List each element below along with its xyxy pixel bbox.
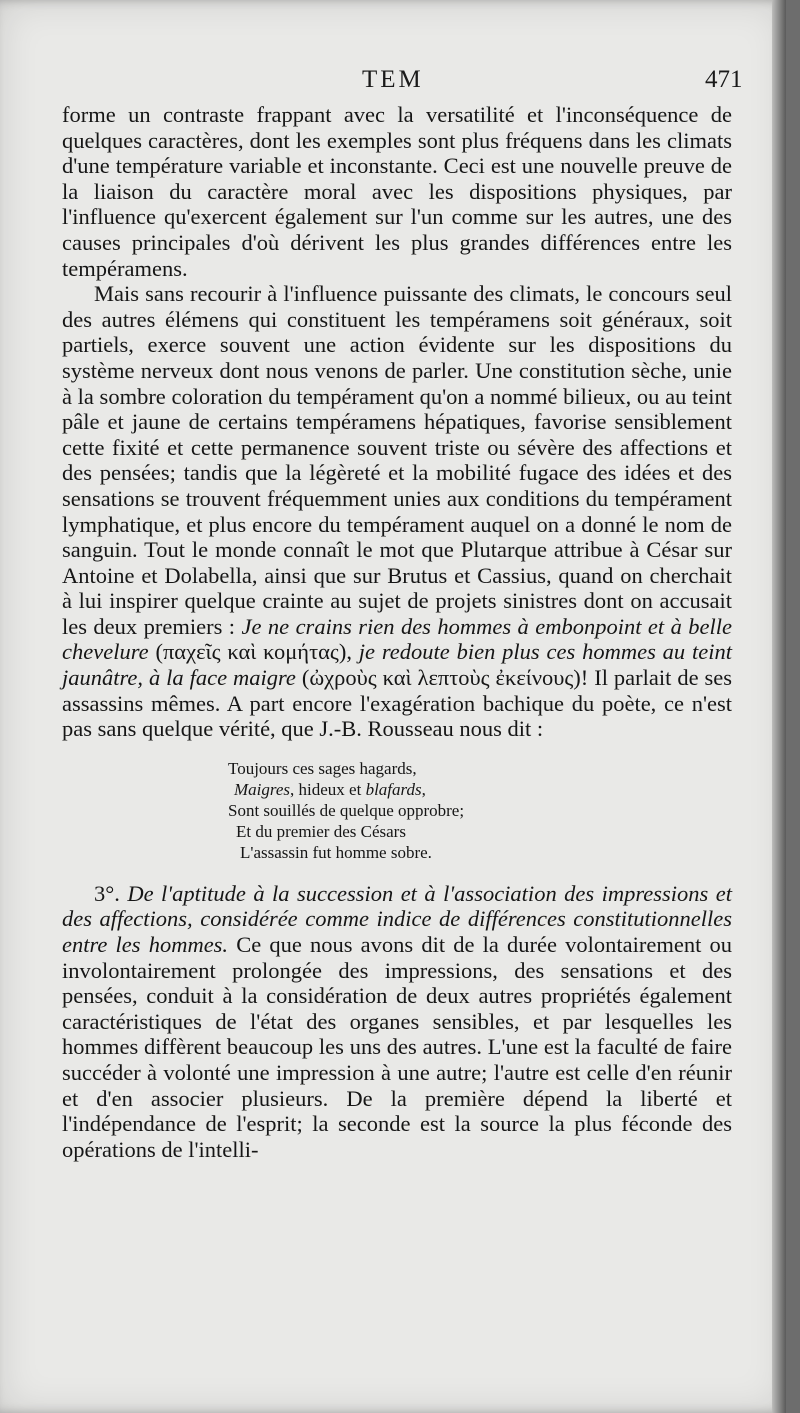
page-header xyxy=(0,64,786,104)
verse-line-1: Toujours ces sages hagards, xyxy=(228,758,417,778)
verse-line-2-mid: , hideux et xyxy=(290,779,366,799)
verse-line-3: Sont souillés de quelque opprobre; xyxy=(228,800,465,820)
quote-separator: , xyxy=(346,639,359,665)
verse-line-2-italic: Maigres xyxy=(234,779,291,799)
verse-line-2-italic-end: blafards xyxy=(365,779,422,799)
verse-line-4: Et du premier des Césars xyxy=(236,821,406,841)
caesar-quote-1: Je ne crains rien des hommes à embonpoint et à belle chevelure xyxy=(62,613,733,665)
greek-phrase-2: (ὠχροὺς καὶ λεπτοὺς ἐκείνους) xyxy=(301,665,581,691)
verse-quotation xyxy=(228,758,732,863)
section-3-text: Ce que nous avons dit de la durée volontairement ou involontairement prolongée des impressions, des sensations et des pensées, conduit à la considération de deux autres propriétés également caractéristiques de l'état des organes sensibles, et par lesquelles les hommes diffèrent beaucoup les uns des autres. L'une est la faculté de faire succéder à volonté une impression à une autre; l'autre est celle d'en réunir et d'en associer plusieurs. De la première dépend la liberté et l'indépendance de l'esprit; la seconde est la source la plus féconde des opérations de l'intelli- xyxy=(62,932,732,1162)
paragraph-2-text: Mais sans recourir à l'influence puissante des climats, le concours seul des autres élémens qui constituent les tempéramens soit généraux, soit partiels, exerce souvent une action évidente sur les dispositions du système nerveux dont nous venons de parler. Une constitution sèche, unie à la sombre coloration du tempérament qu'on a nommé bilieux, ou au teint pâle et jaune de certains tempéramens hépatiques, favorise sensiblement cette fixité et cette permanence souvent triste ou sévère des affections et des pensées; tandis que la légèreté et la mobilité fugace des idées et des sensations se trouvent fréquemment unies aux conditions du tempérament lymphatique, et plus encore du tempérament auquel on a donné le nom de sanguin. Tout le monde connaît le mot que Plutarque attribue à César sur Antoine et Dolabella, ainsi que sur Brutus et Cassius, quand on cherchait à lui inspirer quelque crainte au sujet de projets sinistres dont on accusait les deux premiers : xyxy=(62,281,732,639)
paragraph-2 xyxy=(62,281,732,742)
section-3-heading: De l'aptitude à la succession et à l'association des impressions et des affections, considérée comme indice de différences constitutionnelles entre les hommes. xyxy=(62,880,732,958)
section-3 xyxy=(62,881,732,1163)
caesar-quote-2: je redoute bien plus ces hommes au teint jaunâtre, à la face maigre xyxy=(62,639,732,691)
verse-line-2 xyxy=(234,779,732,800)
section-3-number: 3°. xyxy=(94,880,120,906)
body-text xyxy=(62,102,732,1162)
page-edge-shadow xyxy=(772,0,786,1413)
page-number: 471 xyxy=(705,66,743,93)
verse-line-5: L'assassin fut homme sobre. xyxy=(240,842,432,862)
verse-line-2-end: , xyxy=(421,779,426,799)
paragraph-2-tail: ! Il parlait de ses assassins mêmes. A part encore l'exagération bachique du poète, ce n'est pas sans quelque vérité, que J.-B. Rousseau nous dit : xyxy=(62,665,732,742)
greek-phrase-1: (παχεῖς καὶ κομήτας) xyxy=(155,639,347,665)
running-head: TEM xyxy=(362,66,424,93)
paragraph-1: forme un contraste frappant avec la versatilité et l'inconséquence de quelques caractères, dont les exemples sont plus fréquens dans les climats d'une température variable et inconstante. Ceci est une nouvelle preuve de la liaison du caractère moral avec les dispositions physiques, par l'influence qu'exercent également sur l'un comme sur les autres, une des causes principales d'où dérivent les plus grandes différences entre les tempéramens. xyxy=(62,102,732,281)
